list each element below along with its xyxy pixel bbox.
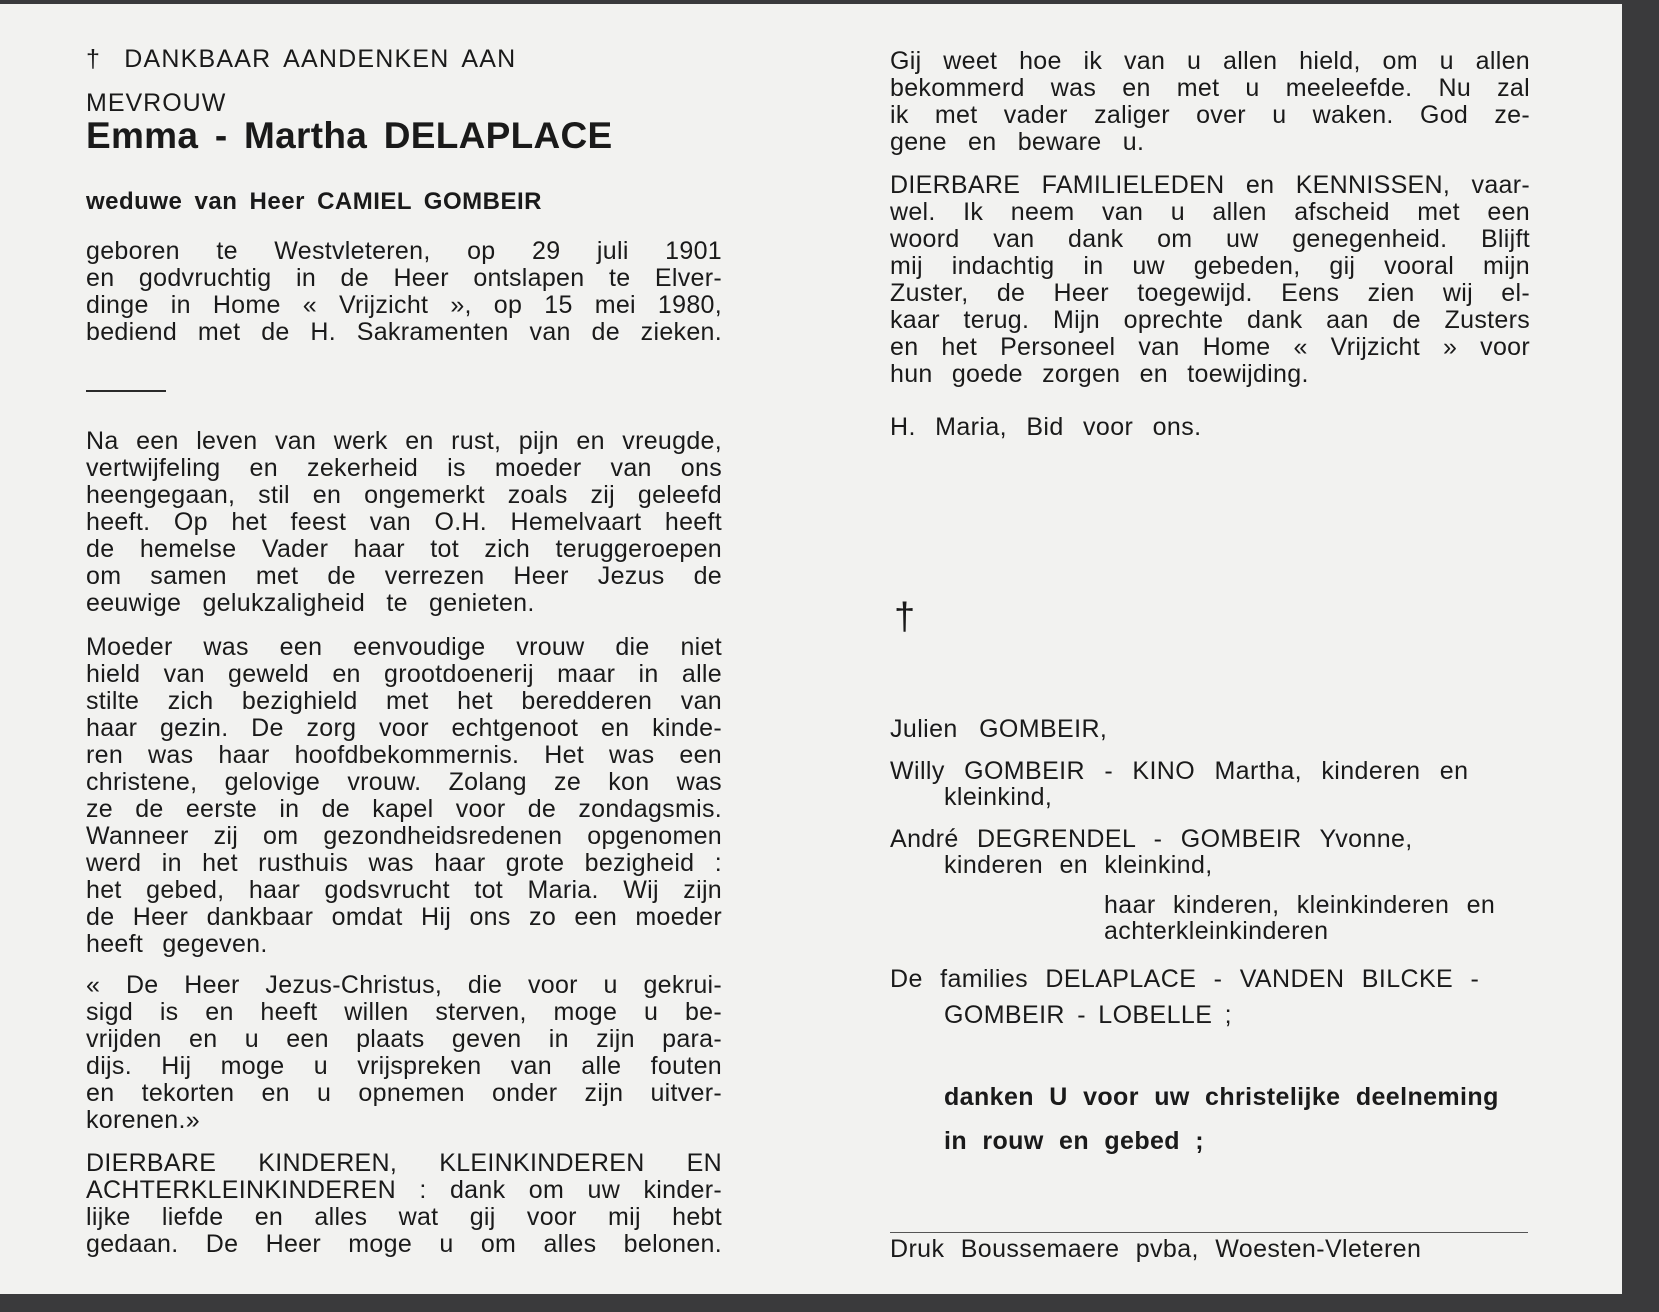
text-line: eeuwige gelukzaligheid te genieten. bbox=[86, 589, 535, 617]
text-line: ACHTERKLEINKINDEREN : dank om uw kinder- bbox=[86, 1176, 722, 1204]
family-andre: André DEGRENDEL - GOMBEIR Yvonne, bbox=[890, 825, 1413, 853]
family-grandchildren-cont: achterkleinkinderen bbox=[1104, 917, 1329, 945]
memorial-card bbox=[0, 4, 1622, 1294]
text-line: wel. Ik neem van u allen afscheid met een bbox=[890, 198, 1530, 226]
families-cont: GOMBEIR - LOBELLE ; bbox=[944, 1001, 1232, 1029]
text-line: de Heer dankbaar omdat Hij ons zo een moeder bbox=[86, 903, 722, 931]
text-line: Moeder was een eenvoudige vrouw die niet bbox=[86, 633, 722, 661]
header-text: DANKBAAR AANDENKEN AAN bbox=[124, 45, 517, 73]
family-andre-cont: kinderen en kleinkind, bbox=[944, 851, 1213, 879]
text-line: en tekorten en u opnemen onder zijn uitver- bbox=[86, 1079, 722, 1107]
text-line: ren was haar hoofdbekommernis. Het was een bbox=[86, 741, 722, 769]
text-line: hun goede zorgen en toewijding. bbox=[890, 360, 1309, 388]
text-line: mij indachtig in uw gebeden, gij vooral mijn bbox=[890, 252, 1530, 280]
family-willy-cont: kleinkind, bbox=[944, 783, 1053, 811]
thanks-line: danken U voor uw christelijke deelneming bbox=[944, 1083, 1499, 1111]
text-line: Gij weet hoe ik van u allen hield, om u allen bbox=[890, 47, 1530, 75]
families: De families DELAPLACE - VANDEN BILCKE - bbox=[890, 965, 1480, 993]
text-line: stilte zich bezighield met het beredderen van bbox=[86, 687, 722, 715]
birth-line: bediend met de H. Sakramenten van de zieken. bbox=[86, 318, 722, 346]
text-line: gedaan. De Heer moge u om alles belonen. bbox=[86, 1230, 722, 1258]
prayer: H. Maria, Bid voor ons. bbox=[890, 413, 1202, 441]
text-line: christene, gelovige vrouw. Zolang ze kon was bbox=[86, 768, 722, 796]
salutation: MEVROUW bbox=[86, 89, 227, 117]
text-line: heeft. Op het feest van O.H. Hemelvaart heeft bbox=[86, 508, 722, 536]
birth-line: dinge in Home « Vrijzicht », op 15 mei 1980, bbox=[86, 291, 722, 319]
children-paragraph bbox=[86, 1150, 722, 1258]
text-line: kaar terug. Mijn oprechte dank aan de Zusters bbox=[890, 306, 1530, 334]
text-line: vertwijfeling en zekerheid is moeder van ons bbox=[86, 454, 722, 482]
character-paragraph bbox=[86, 634, 722, 958]
text-line: DIERBARE KINDEREN, KLEINKINDEREN EN bbox=[86, 1149, 722, 1177]
text-line: werd in het rusthuis was haar grote bezigheid : bbox=[86, 849, 722, 877]
text-line: en het Personeel van Home « Vrijzicht » voor bbox=[890, 333, 1530, 361]
thanks-line: in rouw en gebed ; bbox=[944, 1127, 1205, 1155]
text-line: lijke liefde en alles wat gij voor mij hebt bbox=[86, 1203, 722, 1231]
text-line: korenen.» bbox=[86, 1106, 200, 1134]
text-line: hield van geweld en grootdoenerij maar in alle bbox=[86, 660, 722, 688]
text-line: Zuster, de Heer toegewijd. Eens zien wij el- bbox=[890, 279, 1530, 307]
scan-background bbox=[1622, 0, 1659, 1312]
text-line: de hemelse Vader haar tot zich teruggeroepen bbox=[86, 535, 722, 563]
cross-icon: † bbox=[86, 45, 102, 73]
text-line: heengegaan, stil en ongemerkt zoals zij geleefd bbox=[86, 481, 722, 509]
text-line: sigd is en heeft willen sterven, moge u be- bbox=[86, 998, 722, 1026]
quote-paragraph bbox=[86, 972, 722, 1134]
text-line: gene en beware u. bbox=[890, 128, 1145, 156]
text-line: dijs. Hij moge u vrijspreken van alle fouten bbox=[86, 1052, 722, 1080]
divider bbox=[86, 390, 166, 392]
text-line: het gebed, haar godsvrucht tot Maria. Wij zijn bbox=[86, 876, 722, 904]
family-julien: Julien GOMBEIR, bbox=[890, 715, 1108, 743]
birth-line: geboren te Westvleteren, op 29 juli 1901 bbox=[86, 237, 722, 265]
text-line: om samen met de verrezen Heer Jezus de bbox=[86, 562, 722, 590]
life-paragraph bbox=[86, 428, 722, 617]
birth-line: en godvruchtig in de Heer ontslapen te Elver- bbox=[86, 264, 722, 292]
deceased-name: Emma - Martha DELAPLACE bbox=[86, 115, 613, 156]
footer-rule bbox=[890, 1232, 1528, 1233]
family-willy: Willy GOMBEIR - KINO Martha, kinderen en bbox=[890, 757, 1469, 785]
text-line: Wanneer zij om gezondheidsredenen opgenomen bbox=[86, 822, 722, 850]
printer-credit: Druk Boussemaere pvba, Woesten-Vleteren bbox=[890, 1235, 1422, 1263]
birth-paragraph bbox=[86, 238, 722, 346]
cross-icon: † bbox=[894, 596, 916, 638]
text-line: Na een leven van werk en rust, pijn en vreugde, bbox=[86, 427, 722, 455]
widow-of: weduwe van Heer CAMIEL GOMBEIR bbox=[86, 188, 542, 215]
text-line: woord van dank om uw genegenheid. Blijft bbox=[890, 225, 1530, 253]
text-line: haar gezin. De zorg voor echtgenoot en kinde- bbox=[86, 714, 722, 742]
text-line: DIERBARE FAMILIELEDEN en KENNISSEN, vaar- bbox=[890, 171, 1530, 199]
family-farewell-paragraph bbox=[890, 172, 1530, 388]
text-line: ze de eerste in de kapel voor de zondagsmis. bbox=[86, 795, 722, 823]
farewell-paragraph bbox=[890, 48, 1530, 156]
text-line: vrijden en u een plaats geven in zijn para- bbox=[86, 1025, 722, 1053]
text-line: ik met vader zaliger over u waken. God ze- bbox=[890, 101, 1530, 129]
family-grandchildren: haar kinderen, kleinkinderen en bbox=[1104, 891, 1496, 919]
text-line: heeft gegeven. bbox=[86, 930, 268, 958]
text-line: « De Heer Jezus-Christus, die voor u gekrui- bbox=[86, 971, 722, 999]
header bbox=[86, 46, 516, 73]
text-line: bekommerd was en met u meeleefde. Nu zal bbox=[890, 74, 1530, 102]
